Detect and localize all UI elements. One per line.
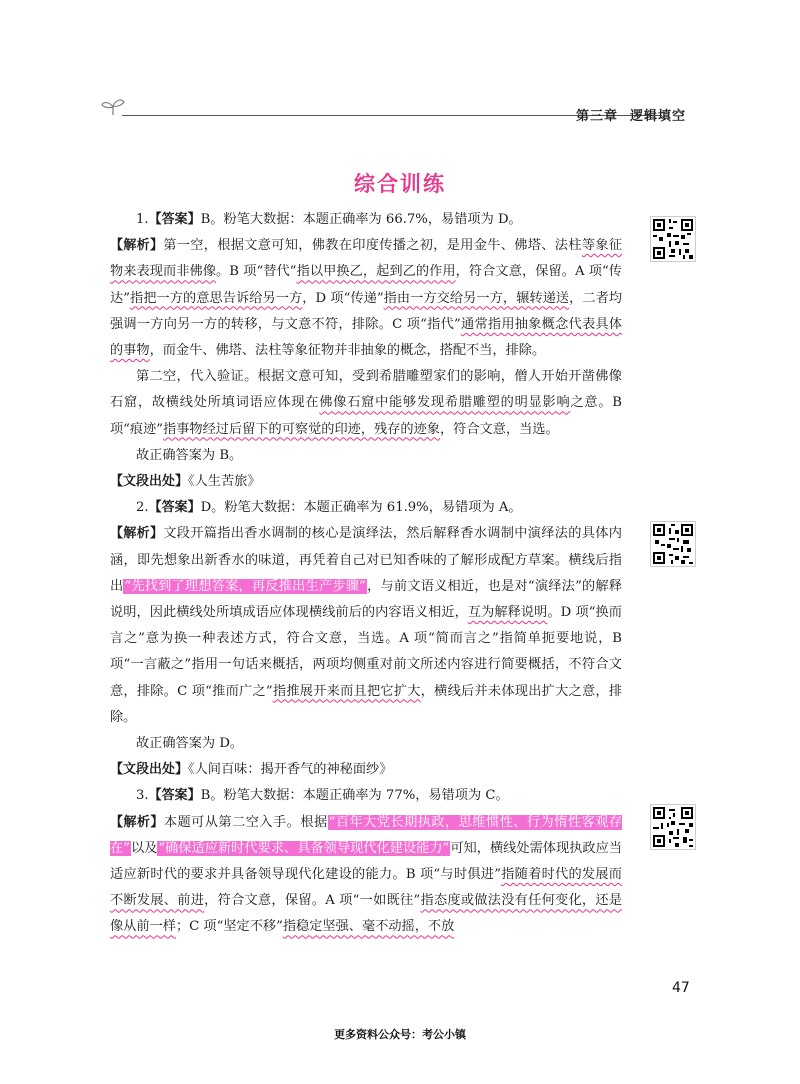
q2-answer-line: 2.【答案】D。粉笔大数据：本题正确率为 61.9%，易错项为 A。 — [136, 500, 522, 516]
section-name: 逻辑填空 — [630, 109, 687, 124]
qr-pattern — [651, 805, 695, 849]
analysis-label: 【解析】 — [110, 814, 164, 830]
sprout-icon — [100, 96, 126, 116]
qr-pattern — [651, 522, 695, 566]
source-label: 【文段出处】 — [110, 762, 189, 778]
qr-code-icon[interactable] — [650, 216, 696, 262]
q3-answer-line: 3.【答案】B。粉笔大数据：本题正确率为 77%，易错项为 C。 — [136, 788, 509, 804]
highlighted-quote: “先找到了理想答案，再反推出生产步骤” — [124, 578, 366, 594]
q3-analysis-paragraph: 【解析】本题可从第二空入手。根据“百年大党长期执政，思维惯性、行为惰性客观存在”以及“确保适应新时代要求、具备领导现代化建设能力”可知，横线处需体现执政应当适应新时代的要求并具备领导现代化建设的能力。B 项“与时俱进”指随着时代的发展而不断发展、前进，符合文意，保留。A 项“一如既往”指态度或做法没有任何变化，还是像从前一样；C 项“坚定不移”指稳定坚强、毫不动摇，不放 — [110, 814, 623, 935]
answer-label: 【答案】 — [148, 788, 201, 804]
highlighted-quote: “百年大党长期执政，思维惯性、行为惰性客观存在” — [110, 814, 622, 856]
answer-label: 【答案】 — [148, 212, 201, 227]
qr-code-icon[interactable] — [650, 521, 696, 567]
chapter-label — [576, 105, 686, 124]
source-label: 【文段出处】 — [110, 474, 189, 490]
answer-label: 【答案】 — [148, 500, 201, 516]
q2-conclusion: 故正确答案为 D。 — [136, 736, 244, 752]
footer-note: 更多资料公众号：考公小镇 — [334, 1028, 466, 1041]
q1-source: 【文段出处】《人生苦旅》 — [110, 474, 261, 490]
q1-second-blank-paragraph: 第二空，代入验证。根据文意可知，受到希腊雕塑家们的影响，僧人开始开凿佛像石窟，故横线处所填词语应体现在佛像石窟中能够发现希腊雕塑的明显影响之意。B 项“痕迹”指事物经过后留下的可察觉的印迹，残存的迹象，符合文意，当选。 — [110, 369, 623, 437]
q1-analysis-paragraph: 【解析】第一空，根据文意可知，佛教在印度传播之初，是用金牛、佛塔、法柱等象征物来表现而非佛像。B 项“替代”指以甲换乙，起到乙的作用，符合文意，保留。A 项“传达”指把一方的意思告诉给另一方，D 项“传递”指由一方交给另一方，辗转递送，二者均强调一方向另一方的转移，与文意不符，排除。C 项“指代”通常指用抽象概念代表具体的事物，而金牛、佛塔、法柱等象征物并非抽象的概念，搭配不当，排除。 — [110, 238, 623, 359]
highlighted-quote: “确保适应新时代要求、具备领导现代化建设能力” — [158, 840, 450, 856]
page-title: 综合训练 — [354, 172, 446, 196]
q2-source: 【文段出处】《人间百味：揭开香气的神秘面纱》 — [110, 762, 393, 778]
q2-analysis-paragraph: 【解析】文段开篇指出香水调制的核心是演绎法，然后解释香水调制中演绎法的具体内涵，即先想象出新香水的味道，再凭着自己对已知香味的了解形成配方草案。横线后指出“先找到了理想答案，再反推出生产步骤”，与前文语义相近，也是对“演绎法”的解释说明，因此横线处所填成语应体现横线前后的内容语义相近，互为解释说明。D 项“换而言之”意为换一种表述方式，符合文意，当选。A 项“简而言之”指简单扼要地说，B 项“一言蔽之”指用一句话来概括，两项均侧重对前文所述内容进行简要概括，不符合文意，排除。C 项“推而广之”指推展开来而且把它扩大，横线后并未体现出扩大之意，排除。 — [110, 526, 623, 725]
analysis-label: 【解析】 — [110, 526, 164, 542]
answer-explanations — [110, 207, 622, 941]
page-number: 47 — [672, 980, 690, 996]
analysis-label: 【解析】 — [110, 238, 164, 254]
running-header — [100, 96, 710, 126]
qr-pattern — [651, 217, 695, 261]
q1-answer-line: 1.【答案】B。粉笔大数据：本题正确率为 66.7%，易错项为 D。 — [136, 212, 522, 227]
chapter-number: 第三章 — [576, 109, 619, 124]
q1-conclusion: 故正确答案为 B。 — [136, 447, 243, 463]
qr-code-icon[interactable] — [650, 804, 696, 850]
